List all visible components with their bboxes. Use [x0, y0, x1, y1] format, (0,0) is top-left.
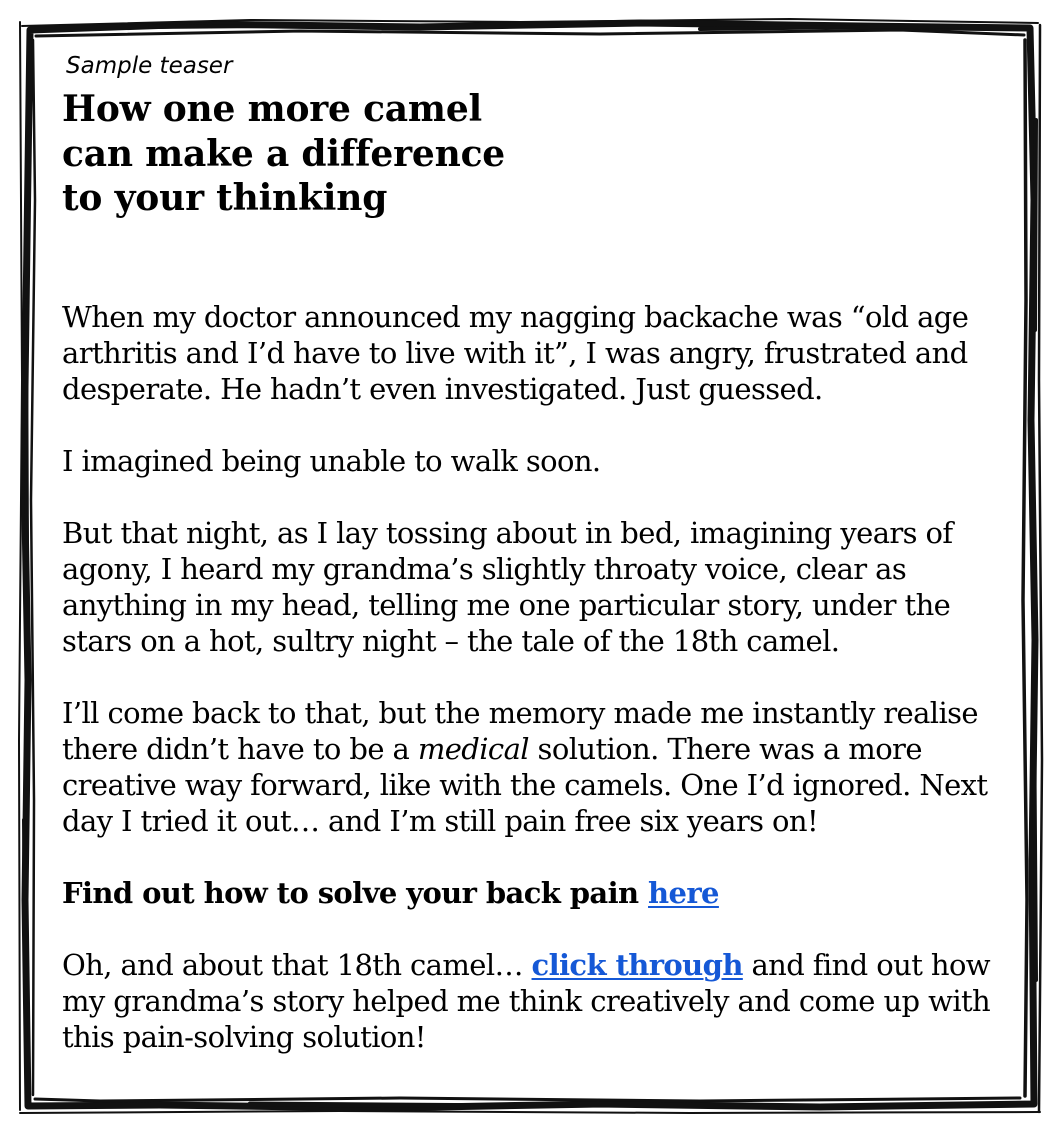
paragraph-doctor: When my doctor announced my nagging backache was “old age arthritis and I’d have to live with it”, I was angry, frustrated and desperate. He hadn’t even investigated. Just guessed.: [62, 299, 969, 406]
call-to-action: [62, 875, 1012, 911]
closing-text-end: and find out how my grandma’s story helped me think creatively and come up with this pain-solving solution!: [62, 947, 991, 1054]
paragraph-creative-solution-start: I’ll come back to that, but the memory made me instantly realise there didn’t have to be a: [62, 695, 978, 766]
click-through-link[interactable]: click through: [531, 947, 743, 982]
here-link[interactable]: here: [648, 875, 719, 910]
headline-line-2: can make a difference: [62, 132, 506, 175]
teaser-content: [62, 50, 1012, 1055]
closing-text-start: Oh, and about that 18th camel…: [62, 947, 532, 982]
page-title: [62, 87, 1012, 221]
paragraph-creative-solution-end: solution. There was a more creative way forward, like with the camels. One I’d ignored. Next day I tried it out… and I’m still pain free six years on!: [62, 731, 988, 838]
sample-teaser-label: Sample teaser: [66, 53, 233, 79]
call-to-action-text: Find out how to solve your back pain: [62, 875, 649, 910]
headline-line-3: to your thinking: [62, 177, 388, 219]
medical-emphasis: medical: [417, 731, 529, 766]
paragraph-imagined: I imagined being unable to walk soon.: [62, 443, 601, 478]
headline-line-1: How one more camel: [62, 88, 482, 130]
paragraph-grandma-story: But that night, as I lay tossing about in bed, imagining years of agony, I heard my grandma’s slightly throaty voice, clear as anything in my head, telling me one particular story, under the stars on a hot, sultry night – the tale of the 18th camel.: [62, 515, 953, 658]
paragraph-creative-solution: [62, 695, 1012, 839]
paragraph-closing: [62, 947, 1012, 1055]
